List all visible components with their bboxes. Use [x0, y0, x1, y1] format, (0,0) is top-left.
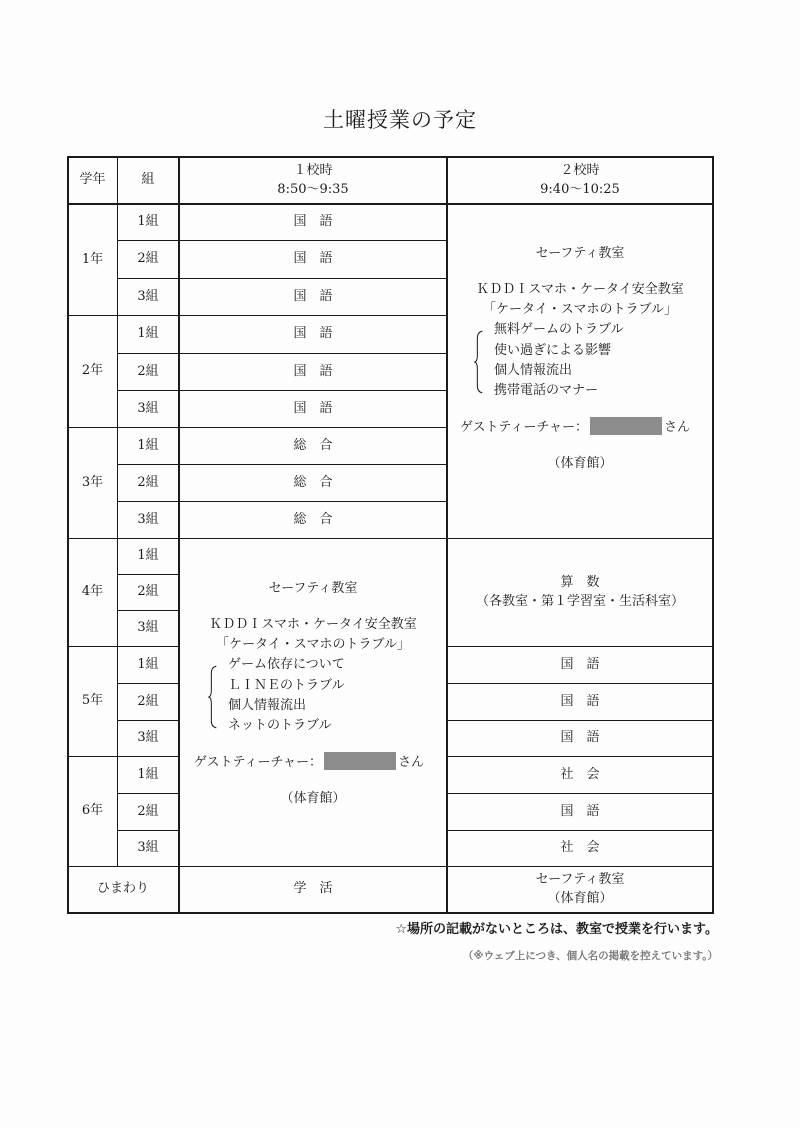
safety-block-upper	[452, 244, 708, 474]
topic-item: ゲーム依存について	[228, 657, 345, 673]
guest-teacher	[452, 417, 708, 438]
class-label: 2組	[137, 693, 159, 709]
class-label: 2組	[137, 584, 159, 600]
topic-item: 使い過ぎによる影響	[494, 342, 612, 358]
period2-time: 9:40〜10:25	[540, 181, 620, 197]
safety-subtitle: 「ケータイ・スマホのトラブル」	[216, 637, 410, 653]
period1-subject: 総 合	[293, 437, 333, 453]
grade4-period2	[448, 539, 712, 646]
period2-subject: 国 語	[560, 656, 600, 672]
period1-subject: 国 語	[293, 400, 333, 416]
grade-3: 3年	[81, 474, 104, 490]
safety-block-lower	[184, 579, 442, 809]
topic-item: 個人情報流出	[494, 362, 573, 378]
period1-subject: 国 語	[293, 288, 333, 304]
topic-item: ネットのトラブル	[228, 717, 332, 733]
safety-place: （体育館）	[547, 456, 613, 472]
period2-subject: 国 語	[560, 730, 600, 746]
himawari-label: ひまわり	[96, 881, 149, 897]
class-label: 1組	[137, 548, 159, 564]
class-label: 3組	[137, 620, 159, 636]
grade-2: 2年	[81, 363, 104, 379]
class-label: 3組	[137, 840, 159, 856]
himawari-period1: 学 活	[293, 881, 333, 897]
class-label: 1組	[137, 214, 159, 230]
safety-topics	[184, 655, 442, 736]
period2-subject: 社 会	[560, 840, 600, 856]
topic-item: 無料ゲームのトラブル	[494, 322, 624, 338]
period2-subject: 国 語	[560, 803, 600, 819]
header-grade: 学年	[79, 172, 106, 188]
safety-program: ＫＤＤＩスマホ・ケータイ安全教室	[209, 617, 417, 633]
period1-subject: 国 語	[293, 251, 333, 267]
class-label: 1組	[137, 437, 159, 453]
header-class: 組	[141, 172, 155, 188]
class-label: 3組	[137, 730, 159, 746]
brace-icon	[208, 659, 218, 735]
redacted-name	[590, 417, 662, 435]
redacted-name	[324, 752, 396, 770]
safety-heading: セーフティ教室	[535, 246, 625, 261]
period2-subject: 国 語	[560, 693, 600, 709]
himawari-p2-line1: セーフティ教室	[535, 871, 625, 887]
guest-suffix: さん	[398, 754, 425, 770]
grade-4: 4年	[81, 584, 104, 600]
guest-prefix: ゲストティーチャー：	[194, 754, 323, 770]
header-period2	[448, 158, 712, 203]
class-label: 1組	[137, 656, 159, 672]
period1-subject: 国 語	[293, 214, 333, 230]
brace-icon	[474, 324, 484, 400]
period1-label: １校時	[293, 162, 333, 178]
period2-label: ２校時	[560, 162, 600, 178]
safety-topics	[452, 320, 708, 401]
class-label: 2組	[137, 803, 159, 819]
page-title: 土曜授業の予定	[323, 108, 477, 132]
header-period1	[180, 158, 446, 203]
period1-subject: 総 合	[293, 511, 333, 527]
himawari-period2	[448, 867, 712, 912]
safety-subtitle: 「ケータイ・スマホのトラブル」	[483, 302, 677, 318]
grade-6: 6年	[81, 803, 104, 819]
guest-teacher	[184, 752, 442, 773]
class-label: 1組	[137, 766, 159, 782]
period1-time: 8:50〜9:35	[277, 181, 349, 197]
class-label: 2組	[137, 474, 159, 490]
class-label: 3組	[137, 511, 159, 527]
period2-subject: 社 会	[560, 766, 600, 782]
guest-prefix: ゲストティーチャー：	[460, 419, 589, 435]
safety-place: （体育館）	[280, 791, 346, 807]
period1-subject: 総 合	[293, 474, 333, 490]
grade-1: 1年	[81, 251, 104, 267]
topic-item: 携帯電話のマナー	[494, 382, 599, 398]
privacy-note: （※ウェブ上につき、個人名の掲載を控えています。）	[462, 950, 718, 962]
class-label: 3組	[137, 288, 159, 304]
grade4-subject: 算 数	[560, 574, 600, 590]
grade-5: 5年	[81, 693, 104, 709]
class-label: 1組	[137, 326, 159, 342]
location-note: ☆場所の記載がないところは、教室で授業を行います。	[395, 922, 718, 937]
safety-heading: セーフティ教室	[268, 581, 358, 596]
topic-item: 個人情報流出	[228, 697, 307, 713]
safety-program: ＫＤＤＩスマホ・ケータイ安全教室	[476, 282, 684, 298]
period1-subject: 国 語	[293, 363, 333, 379]
class-label: 2組	[137, 363, 159, 379]
topic-item: ＬＩＮＥのトラブル	[228, 677, 345, 693]
class-label: 3組	[137, 400, 159, 416]
class-label: 2組	[137, 251, 159, 267]
period1-subject: 国 語	[293, 326, 333, 342]
himawari-p2-line2: （体育館）	[547, 890, 613, 906]
guest-suffix: さん	[664, 419, 691, 435]
grade4-rooms: （各教室・第１学習室・生活科室）	[475, 593, 684, 609]
